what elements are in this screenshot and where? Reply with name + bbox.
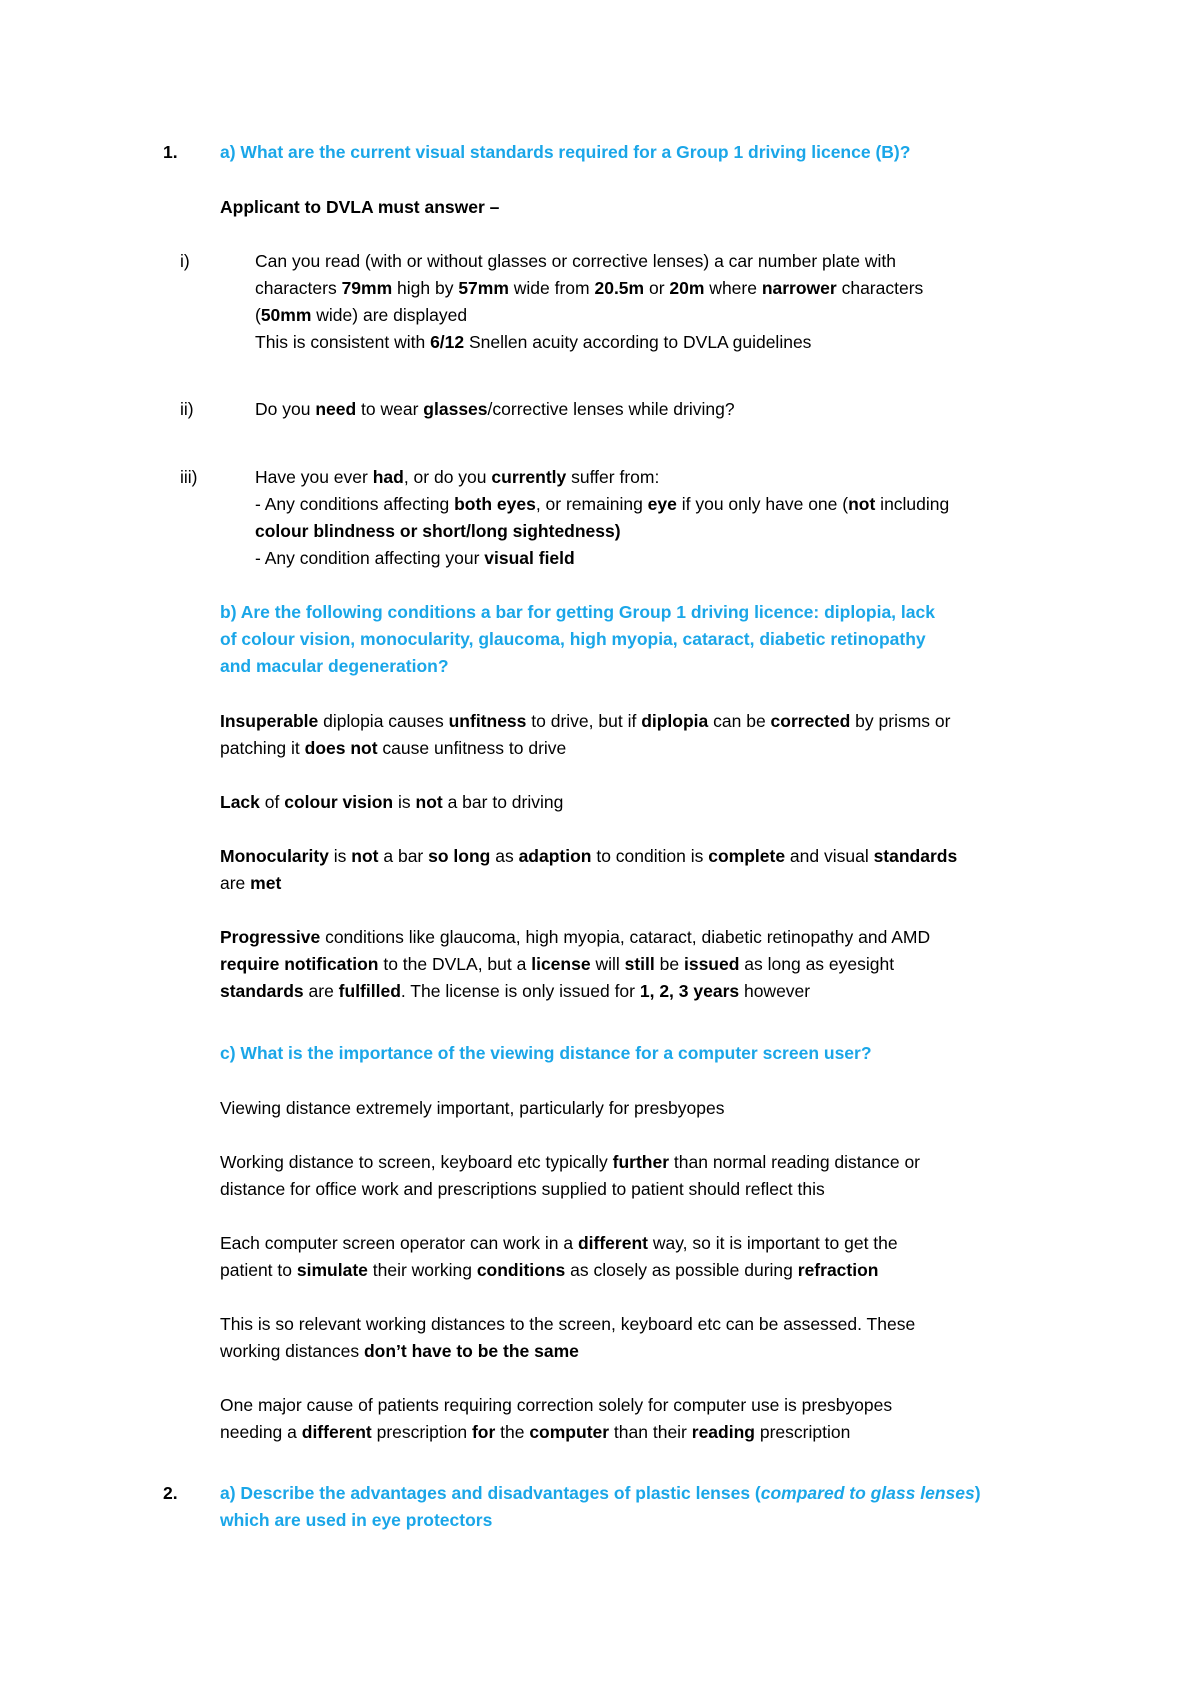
- text-run: by prisms or: [850, 711, 951, 731]
- text-run: require notification: [220, 954, 379, 974]
- text-run: different: [577, 1233, 648, 1253]
- text-run: 6/12: [430, 332, 465, 352]
- text-run: corrected: [770, 711, 851, 731]
- applicant-heading: Applicant to DVLA must answer –: [220, 197, 500, 217]
- text-run: so long: [428, 846, 491, 866]
- text-run: wide) are displayed: [311, 305, 468, 325]
- answer-1c-line: [220, 1340, 579, 1362]
- text-run: needing a: [220, 1422, 302, 1442]
- text-run: refraction: [797, 1260, 879, 1280]
- answer-1b-line: [220, 845, 957, 867]
- text-run: will: [590, 954, 625, 974]
- item-line: [255, 304, 467, 326]
- text-run: the: [495, 1422, 530, 1442]
- answer-1b-line: [220, 791, 563, 813]
- text-run: need: [315, 399, 357, 419]
- text-run: This is consistent with: [255, 332, 431, 352]
- text-run: where: [704, 278, 762, 298]
- text-run: don’t have to be the same: [363, 1341, 579, 1361]
- text-run: 1, 2, 3 years: [639, 981, 740, 1001]
- question-1a-text: a) What are the current visual standards required for a Group 1 driving licence (B)?: [220, 142, 911, 162]
- answer-1b-line: [220, 872, 281, 894]
- text-run: a bar to driving: [442, 792, 564, 812]
- answer-1c-line: [220, 1394, 892, 1416]
- answer-1c-line: [220, 1097, 725, 1119]
- text-run: Have you ever: [255, 467, 373, 487]
- text-run: (: [255, 305, 261, 325]
- text-run: reading: [691, 1422, 755, 1442]
- text-run: /corrective lenses while driving?: [487, 399, 735, 419]
- answer-1c-line: [220, 1178, 825, 1200]
- text-run: for: [471, 1422, 496, 1442]
- text-run: is: [328, 846, 352, 866]
- text-run: are: [303, 981, 339, 1001]
- answer-1c-line: [220, 1151, 920, 1173]
- answer-1c-line: [220, 1313, 915, 1335]
- text-run: 79mm: [341, 278, 393, 298]
- text-run: characters: [255, 278, 342, 298]
- text-run: This is so relevant working distances to the screen, keyboard etc can be assessed. These: [220, 1314, 916, 1334]
- text-run: their working: [367, 1260, 477, 1280]
- text-run: - Any condition affecting your: [255, 548, 485, 568]
- text-run: , or remaining: [535, 494, 648, 514]
- text-run: glasses: [423, 399, 488, 419]
- text-run: not: [848, 494, 876, 514]
- text-run: as: [490, 846, 519, 866]
- text-run: 20m: [669, 278, 705, 298]
- text-run: including: [875, 494, 950, 514]
- text-run: conditions like glaucoma, high myopia, cataract, diabetic retinopathy and AMD: [320, 927, 931, 947]
- text-run: colour blindness or short/long sightedness): [255, 521, 621, 541]
- text-run: not: [351, 846, 379, 866]
- text-run: high by: [392, 278, 459, 298]
- text-run: colour vision: [284, 792, 394, 812]
- text-run: prescription: [371, 1422, 472, 1442]
- text-run: of: [259, 792, 285, 812]
- text-run: to the DVLA, but a: [378, 954, 532, 974]
- text-run: to condition is: [591, 846, 709, 866]
- text-run: 57mm: [458, 278, 509, 298]
- text-run: Lack: [220, 792, 260, 812]
- text-run: issued: [683, 954, 740, 974]
- text-run: adaption: [518, 846, 592, 866]
- text-run: computer: [529, 1422, 610, 1442]
- item-line: [255, 398, 735, 420]
- text-run: as long as eyesight: [739, 954, 895, 974]
- text-run: , or do you: [403, 467, 492, 487]
- text-run: both eyes: [454, 494, 536, 514]
- text-run: which are used in eye protectors: [220, 1510, 493, 1530]
- question-1b-line: and macular degeneration?: [220, 656, 449, 676]
- question-2a-line: [220, 1482, 981, 1504]
- text-run: Each computer screen operator can work in a: [220, 1233, 578, 1253]
- question-1c-text: c) What is the importance of the viewing distance for a computer screen user?: [220, 1043, 872, 1063]
- text-run: currently: [491, 467, 567, 487]
- text-run: license: [531, 954, 591, 974]
- text-run: be: [654, 954, 684, 974]
- item-marker: i): [180, 251, 190, 271]
- text-run: eye: [647, 494, 677, 514]
- text-run: narrower: [761, 278, 837, 298]
- text-run: standards: [220, 981, 304, 1001]
- text-run: way, so it is important to get the: [647, 1233, 898, 1253]
- text-run: to wear: [356, 399, 424, 419]
- text-run: further: [612, 1152, 670, 1172]
- question-1-number: 1.: [163, 142, 178, 162]
- text-run: still: [624, 954, 655, 974]
- item-line: [255, 331, 811, 353]
- text-run: diplopia causes: [318, 711, 449, 731]
- text-run: simulate: [296, 1260, 368, 1280]
- text-run: had: [372, 467, 404, 487]
- answer-1b-line: [220, 926, 930, 948]
- text-run: cause unfitness to drive: [377, 738, 567, 758]
- answer-1c-line: [220, 1259, 878, 1281]
- text-run: is: [393, 792, 416, 812]
- text-run: patient to: [220, 1260, 297, 1280]
- text-run: unfitness: [448, 711, 527, 731]
- text-run: a bar: [378, 846, 429, 866]
- text-run: - Any conditions affecting: [255, 494, 455, 514]
- text-run: than normal reading distance or: [669, 1152, 921, 1172]
- answer-1c-line: [220, 1421, 850, 1443]
- text-run: Working distance to screen, keyboard etc typically: [220, 1152, 613, 1172]
- question-1b-line: b) Are the following conditions a bar for getting Group 1 driving licence: diplopia, lack: [220, 602, 935, 622]
- text-run: a) Describe the advantages and disadvantages of plastic lenses (: [220, 1483, 761, 1503]
- text-run: patching it: [220, 738, 305, 758]
- item-line: [255, 466, 659, 488]
- text-run: than their: [609, 1422, 692, 1442]
- text-run: diplopia: [641, 711, 709, 731]
- answer-1b-line: [220, 953, 894, 975]
- text-run: visual field: [484, 548, 575, 568]
- text-run: Progressive: [220, 927, 321, 947]
- question-2-number: 2.: [163, 1483, 178, 1503]
- item-line: [255, 277, 923, 299]
- text-run: . The license is only issued for: [400, 981, 640, 1001]
- text-run: complete: [708, 846, 786, 866]
- text-run: working distances: [220, 1341, 364, 1361]
- text-run: fulfilled: [338, 981, 401, 1001]
- text-run: prescription: [754, 1422, 851, 1442]
- answer-1b-line: [220, 737, 566, 759]
- question-2a-line: [220, 1509, 492, 1531]
- text-run: Monocularity: [220, 846, 329, 866]
- text-run: can be: [708, 711, 771, 731]
- text-run: Do you: [255, 399, 316, 419]
- item-line: [255, 547, 575, 569]
- text-run: different: [301, 1422, 372, 1442]
- text-run: characters: [836, 278, 924, 298]
- text-run: ): [974, 1483, 981, 1503]
- text-run: Can you read (with or without glasses or corrective lenses) a car number plate with: [255, 251, 896, 271]
- text-run: Snellen acuity according to DVLA guidelines: [464, 332, 812, 352]
- text-run: does not: [304, 738, 378, 758]
- text-run: Viewing distance extremely important, particularly for presbyopes: [220, 1098, 725, 1118]
- text-run: standards: [873, 846, 958, 866]
- text-run: 50mm: [260, 305, 312, 325]
- item-line: [255, 520, 621, 542]
- answer-1b-line: [220, 710, 950, 732]
- text-run: wide from: [508, 278, 595, 298]
- text-run: to drive, but if: [526, 711, 642, 731]
- text-run: 20.5m: [594, 278, 645, 298]
- text-run: Insuperable: [220, 711, 319, 731]
- answer-1c-line: [220, 1232, 898, 1254]
- item-marker: iii): [180, 467, 198, 487]
- text-run: conditions: [476, 1260, 566, 1280]
- text-run: and visual: [785, 846, 874, 866]
- item-line: [255, 250, 896, 272]
- text-run: or: [644, 278, 670, 298]
- item-marker: ii): [180, 399, 194, 419]
- item-line: [255, 493, 949, 515]
- text-run: suffer from:: [566, 467, 660, 487]
- text-run: distance for office work and prescriptions supplied to patient should reflect this: [220, 1179, 825, 1199]
- text-run: met: [250, 873, 282, 893]
- answer-1b-line: [220, 980, 810, 1002]
- text-run: One major cause of patients requiring correction solely for computer use is presbyopes: [220, 1395, 893, 1415]
- text-run: not: [415, 792, 443, 812]
- text-run: compared to glass lenses: [760, 1483, 975, 1503]
- text-run: if you only have one (: [676, 494, 849, 514]
- text-run: however: [739, 981, 811, 1001]
- question-1b-line: of colour vision, monocularity, glaucoma, high myopia, cataract, diabetic retinopathy: [220, 629, 926, 649]
- text-run: as closely as possible during: [565, 1260, 798, 1280]
- text-run: are: [220, 873, 251, 893]
